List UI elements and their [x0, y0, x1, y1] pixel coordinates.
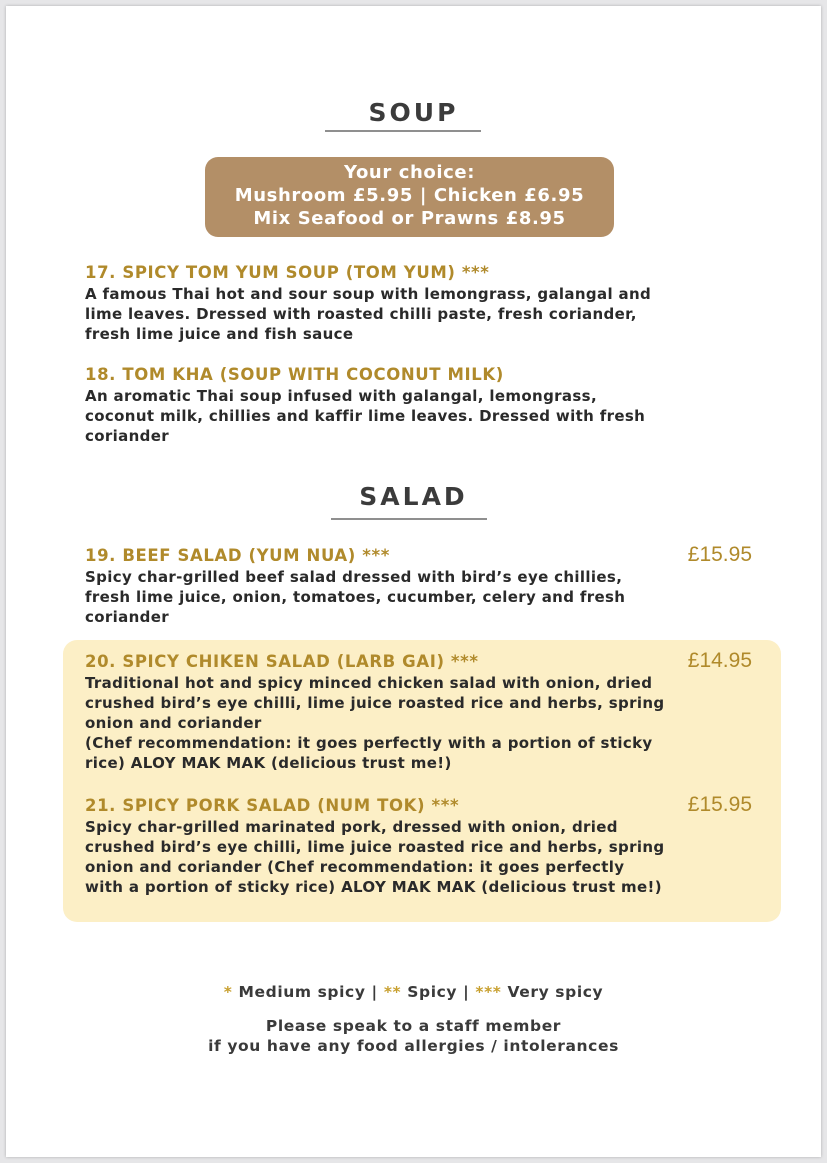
item-desc-line: fresh lime juice, onion, tomatoes, cucumber, celery and fresh: [85, 588, 626, 606]
item-title: 21. SPICY PORK SALAD (NUM TOK) ***: [85, 796, 460, 815]
choice-line-3: Mix Seafood or Prawns £8.95: [253, 208, 566, 229]
item-desc-line: lime leaves. Dressed with roasted chilli paste, fresh coriander,: [85, 305, 637, 323]
legend-separator: |: [371, 983, 378, 1001]
menu-item-21: [85, 795, 757, 897]
item-price: £15.95: [687, 543, 752, 566]
item-desc-line: Traditional hot and spicy minced chicken salad with onion, dried: [85, 674, 653, 692]
spice-label-very-spicy: Very spicy: [507, 983, 604, 1001]
item-desc-line: Spicy char-grilled beef salad dressed with bird’s eye chillies,: [85, 568, 623, 586]
menu-item-19: [85, 545, 757, 627]
item-title: 20. SPICY CHIKEN SALAD (LARB GAI) ***: [85, 652, 479, 671]
item-desc-line: onion and coriander: [85, 714, 262, 732]
item-desc-line: onion and coriander (Chef recommendation: it goes perfectly: [85, 858, 625, 876]
item-desc-line: coriander: [85, 608, 169, 626]
spice-label-medium: Medium spicy: [238, 983, 366, 1001]
item-desc-line: fresh lime juice and fish sauce: [85, 325, 354, 343]
item-price: £15.95: [687, 793, 752, 816]
item-desc-line: A famous Thai hot and sour soup with lemongrass, galangal and: [85, 285, 652, 303]
item-desc-line: coconut milk, chillies and kaffir lime leaves. Dressed with fresh: [85, 407, 646, 425]
item-desc-line: coriander: [85, 427, 169, 445]
spice-star-1: *: [223, 983, 233, 1001]
item-desc-line: crushed bird’s eye chilli, lime juice roasted rice and herbs, spring: [85, 838, 665, 856]
item-desc-line: rice) ALOY MAK MAK (delicious trust me!): [85, 754, 452, 772]
item-desc-line: (Chef recommendation: it goes perfectly with a portion of sticky: [85, 734, 653, 752]
item-title: 18. TOM KHA (SOUP WITH COCONUT MILK): [85, 365, 504, 384]
item-desc-line: Spicy char-grilled marinated pork, dressed with onion, dried: [85, 818, 618, 836]
item-desc-line: crushed bird’s eye chilli, lime juice roasted rice and herbs, spring: [85, 694, 665, 712]
spice-star-2: **: [383, 983, 402, 1001]
allergy-note-line-1: Please speak to a staff member: [265, 1017, 562, 1035]
soup-price-choice-box: [205, 157, 614, 237]
item-price: £14.95: [687, 649, 752, 672]
spice-legend: [6, 983, 821, 1001]
soup-heading-underline: [325, 130, 481, 132]
menu-item-18: [85, 364, 757, 446]
spice-label-spicy: Spicy: [407, 983, 458, 1001]
choice-line-1: Your choice:: [343, 162, 475, 183]
menu-page: [6, 6, 821, 1157]
allergy-note-line-2: if you have any food allergies / intolerances: [208, 1037, 619, 1055]
item-desc-line: An aromatic Thai soup infused with galangal, lemongrass,: [85, 387, 597, 405]
choice-line-2: Mushroom £5.95 | Chicken £6.95: [234, 185, 585, 206]
legend-separator: |: [463, 983, 470, 1001]
item-title: 19. BEEF SALAD (YUM NUA) ***: [85, 546, 390, 565]
spice-star-3: ***: [475, 983, 502, 1001]
menu-item-17: [85, 262, 757, 344]
salad-heading-underline: [331, 518, 487, 520]
menu-item-20: [85, 651, 757, 773]
item-desc-line: with a portion of sticky rice) ALOY MAK MAK (delicious trust me!): [85, 878, 662, 896]
salad-heading: SALAD: [359, 482, 468, 511]
soup-heading: SOUP: [368, 98, 459, 127]
item-title: 17. SPICY TOM YUM SOUP (TOM YUM) ***: [85, 263, 490, 282]
